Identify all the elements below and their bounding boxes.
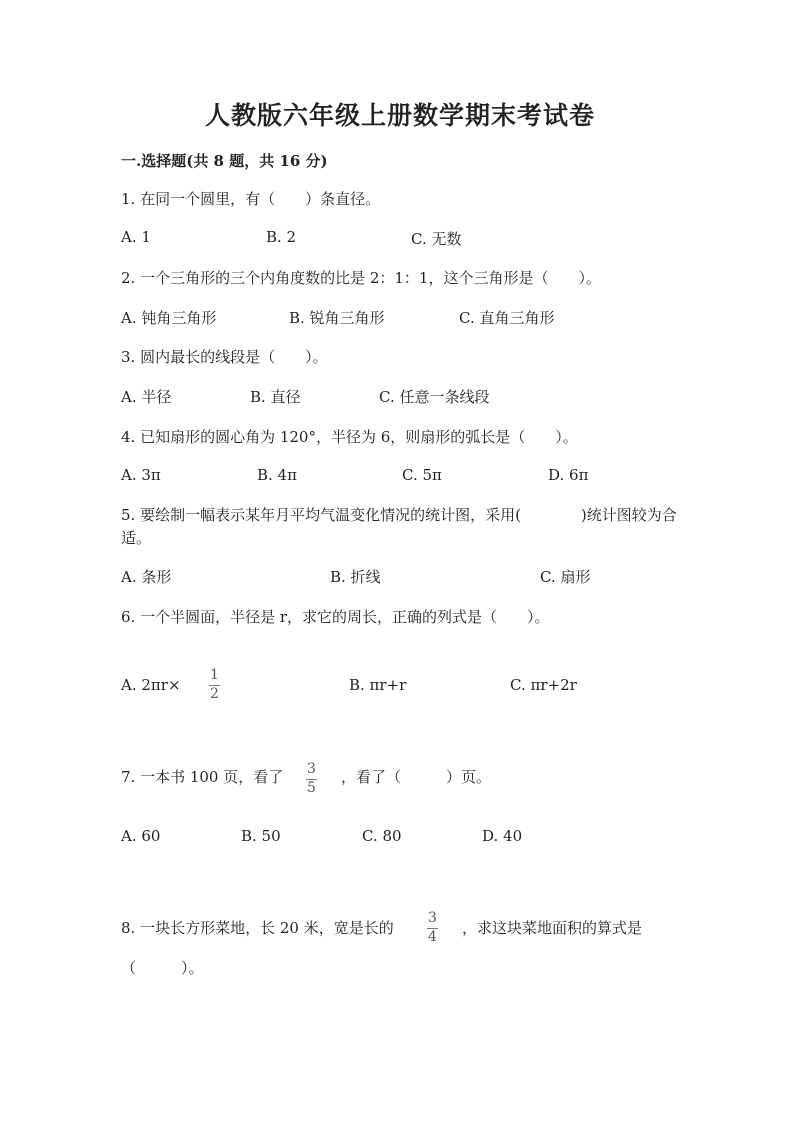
q4-option-a: A. 3π [121, 466, 161, 484]
q6-option-c: C. πr+2r [510, 676, 577, 694]
fraction-denominator: 2 [210, 686, 219, 702]
question-4: 4. 已知扇形的圆心角为 120°，半径为 6，则扇形的弧长是（ ）。 [121, 428, 578, 446]
q7-option-d: D. 40 [482, 827, 523, 845]
q7-option-b: B. 50 [241, 827, 281, 845]
q1-option-b: B. 2 [266, 228, 297, 246]
q3-option-b: B. 直径 [250, 388, 301, 406]
fraction-denominator: 5 [307, 780, 316, 796]
q4-option-b: B. 4π [257, 466, 297, 484]
fraction-denominator: 4 [428, 929, 437, 945]
q5-option-b: B. 折线 [330, 568, 381, 586]
q7-fraction [306, 762, 317, 796]
q8-fraction [427, 911, 438, 945]
question-7-before: 7. 一本书 100 页，看了 [121, 768, 284, 786]
section-heading: 一.选择题(共 8 题，共 16 分) [121, 152, 328, 170]
question-8-line2: （ ）。 [121, 959, 204, 977]
q1-option-c: C. 无数 [411, 230, 462, 248]
question-1: 1. 在同一个圆里，有（ ）条直径。 [121, 190, 381, 208]
q7-option-a: A. 60 [121, 827, 161, 845]
question-8-after: ，求这块菜地面积的算式是 [462, 919, 643, 937]
q2-option-b: B. 锐角三角形 [289, 309, 385, 327]
q4-option-d: D. 6π [548, 466, 589, 484]
q3-option-a: A. 半径 [121, 388, 172, 406]
question-7-after: ，看了（ ）页。 [341, 768, 492, 786]
fraction-numerator: 1 [210, 667, 219, 683]
page-title: 人教版六年级上册数学期末考试卷 [204, 101, 595, 130]
question-5: 5. 要绘制一幅表示某年月平均气温变化情况的统计图，采用( )统计图较为合适。 [121, 506, 677, 547]
q7-option-c: C. 80 [362, 827, 402, 845]
question-6: 6. 一个半圆面，半径是 r，求它的周长，正确的列式是（ ）。 [121, 608, 550, 626]
fraction-numerator: 3 [307, 761, 316, 777]
q3-option-c: C. 任意一条线段 [379, 388, 490, 406]
q4-option-c: C. 5π [402, 466, 442, 484]
q6-option-b: B. πr+r [349, 676, 407, 694]
question-8-before: 8. 一块长方形菜地，长 20 米，宽是长的 [121, 919, 394, 937]
q5-option-c: C. 扇形 [540, 568, 591, 586]
q1-option-a: A. 1 [121, 228, 151, 246]
fraction-numerator: 3 [428, 910, 437, 926]
question-3: 3. 圆内最长的线段是（ ）。 [121, 348, 328, 366]
q6-fraction [209, 668, 220, 702]
q5-option-a: A. 条形 [121, 568, 172, 586]
q2-option-a: A. 钝角三角形 [121, 309, 217, 327]
q2-option-c: C. 直角三角形 [459, 309, 555, 327]
question-2: 2. 一个三角形的三个内角度数的比是 2：1：1，这个三角形是（ ）。 [121, 269, 601, 287]
q6-option-a: A. 2πr× [121, 676, 181, 694]
